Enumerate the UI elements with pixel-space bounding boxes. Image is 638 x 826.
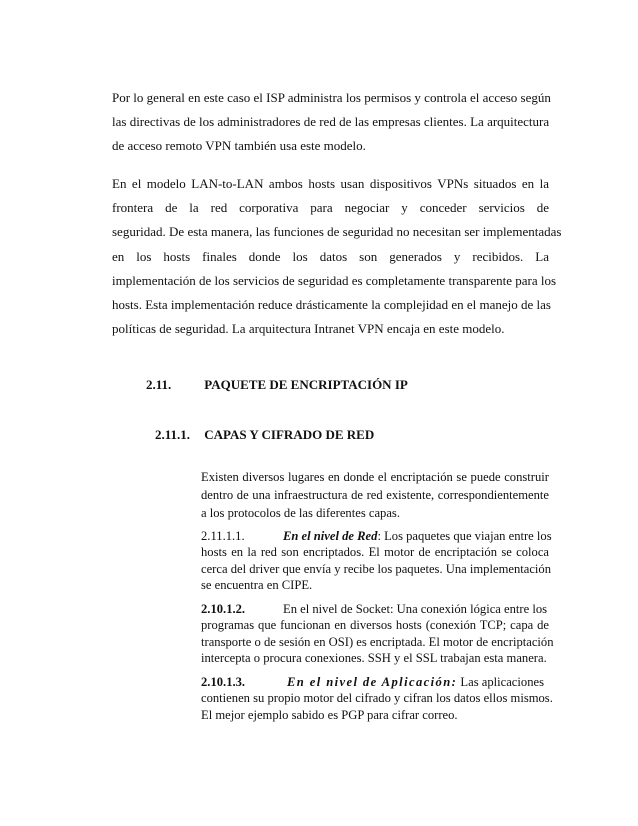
item-number: 2.10.1.2. <box>201 602 246 616</box>
text-line: hosts. Esta implementación reduce drásticamente la complejidad en el manejo de las <box>112 297 551 313</box>
text-line: Existen diversos lugares en donde el encriptación se puede construir <box>201 470 549 484</box>
text-line: cerca del driver que envía y recibe los paquetes. Una implementación <box>201 561 552 576</box>
text-line: las directivas de los administradores de red de las empresas clientes. La arquitectura <box>112 114 550 130</box>
text-line: implementación de los servicios de seguridad es completamente transparente para los <box>112 272 557 288</box>
text-line: en los hosts finales donde los datos son generados y recibidos. La <box>112 248 549 264</box>
text-line: frontera de la red corporativa para negociar y conceder servicios de <box>112 200 549 216</box>
text-line: de acceso remoto VPN también usa este modelo. <box>112 138 366 154</box>
text-line: se encuentra en CIPE. <box>201 578 313 593</box>
item-title: En el nivel de Red <box>283 529 378 543</box>
text-line: programas que funcionan en diversos hosts (conexión TCP; capa de <box>201 618 549 633</box>
item-application-level <box>201 674 553 723</box>
text-line: contienen su propio motor del cifrado y cifran los datos ellos mismos. <box>201 691 553 706</box>
text-line: transporte o de sesión en OSI) es encriptada. El motor de encriptación <box>201 634 554 649</box>
section-heading <box>146 377 408 393</box>
text-line: : Una conexión lógica entre los <box>390 602 548 616</box>
text-line: hosts en la red son encriptados. El motor de encriptación se coloca <box>201 545 549 560</box>
text-line: intercepta o procura conexiones. SSH y el SSL trabajan esta manera. <box>201 651 547 666</box>
item-first-line <box>201 674 549 690</box>
item-socket-level <box>201 601 554 667</box>
text-line: En el modelo LAN-to-LAN ambos hosts usan dispositivos VPNs situados en la <box>112 176 549 191</box>
text-line: seguridad. De esta manera, las funciones de seguridad no necesitan ser implementadas <box>112 224 562 240</box>
intro-paragraph <box>201 468 549 522</box>
section-number: 2.11. <box>146 377 172 392</box>
paragraph-lan-to-lan <box>112 172 562 341</box>
item-first-line <box>201 528 552 544</box>
item-number: 2.10.1.3. <box>201 675 246 689</box>
item-title: En el nivel de Aplicación: <box>287 675 458 689</box>
item-title: En el nivel de Socket <box>283 602 391 616</box>
section-title: PAQUETE DE ENCRIPTACIÓN IP <box>204 377 408 392</box>
item-network-level <box>201 528 552 594</box>
text-line: a los protocolos de las diferentes capas. <box>201 506 400 520</box>
item-number: 2.11.1.1. <box>201 529 245 543</box>
text-line: Por lo general en este caso el ISP administra los permisos y controla el acceso según <box>112 90 551 105</box>
item-first-line <box>201 601 549 617</box>
text-line: El mejor ejemplo sabido es PGP para cifrar correo. <box>201 707 458 722</box>
text-line: Las aplicaciones <box>457 675 544 689</box>
text-line: : Los paquetes que viajan entre los <box>377 529 552 543</box>
subsection-title: CAPAS Y CIFRADO DE RED <box>204 427 375 442</box>
paragraph-isp <box>112 86 549 159</box>
text-line: políticas de seguridad. La arquitectura Intranet VPN encaja en este modelo. <box>112 321 505 337</box>
subsection-number: 2.11.1. <box>155 427 191 442</box>
subsection-heading <box>155 427 374 443</box>
text-line: dentro de una infraestructura de red existente, correspondientemente <box>201 488 549 502</box>
